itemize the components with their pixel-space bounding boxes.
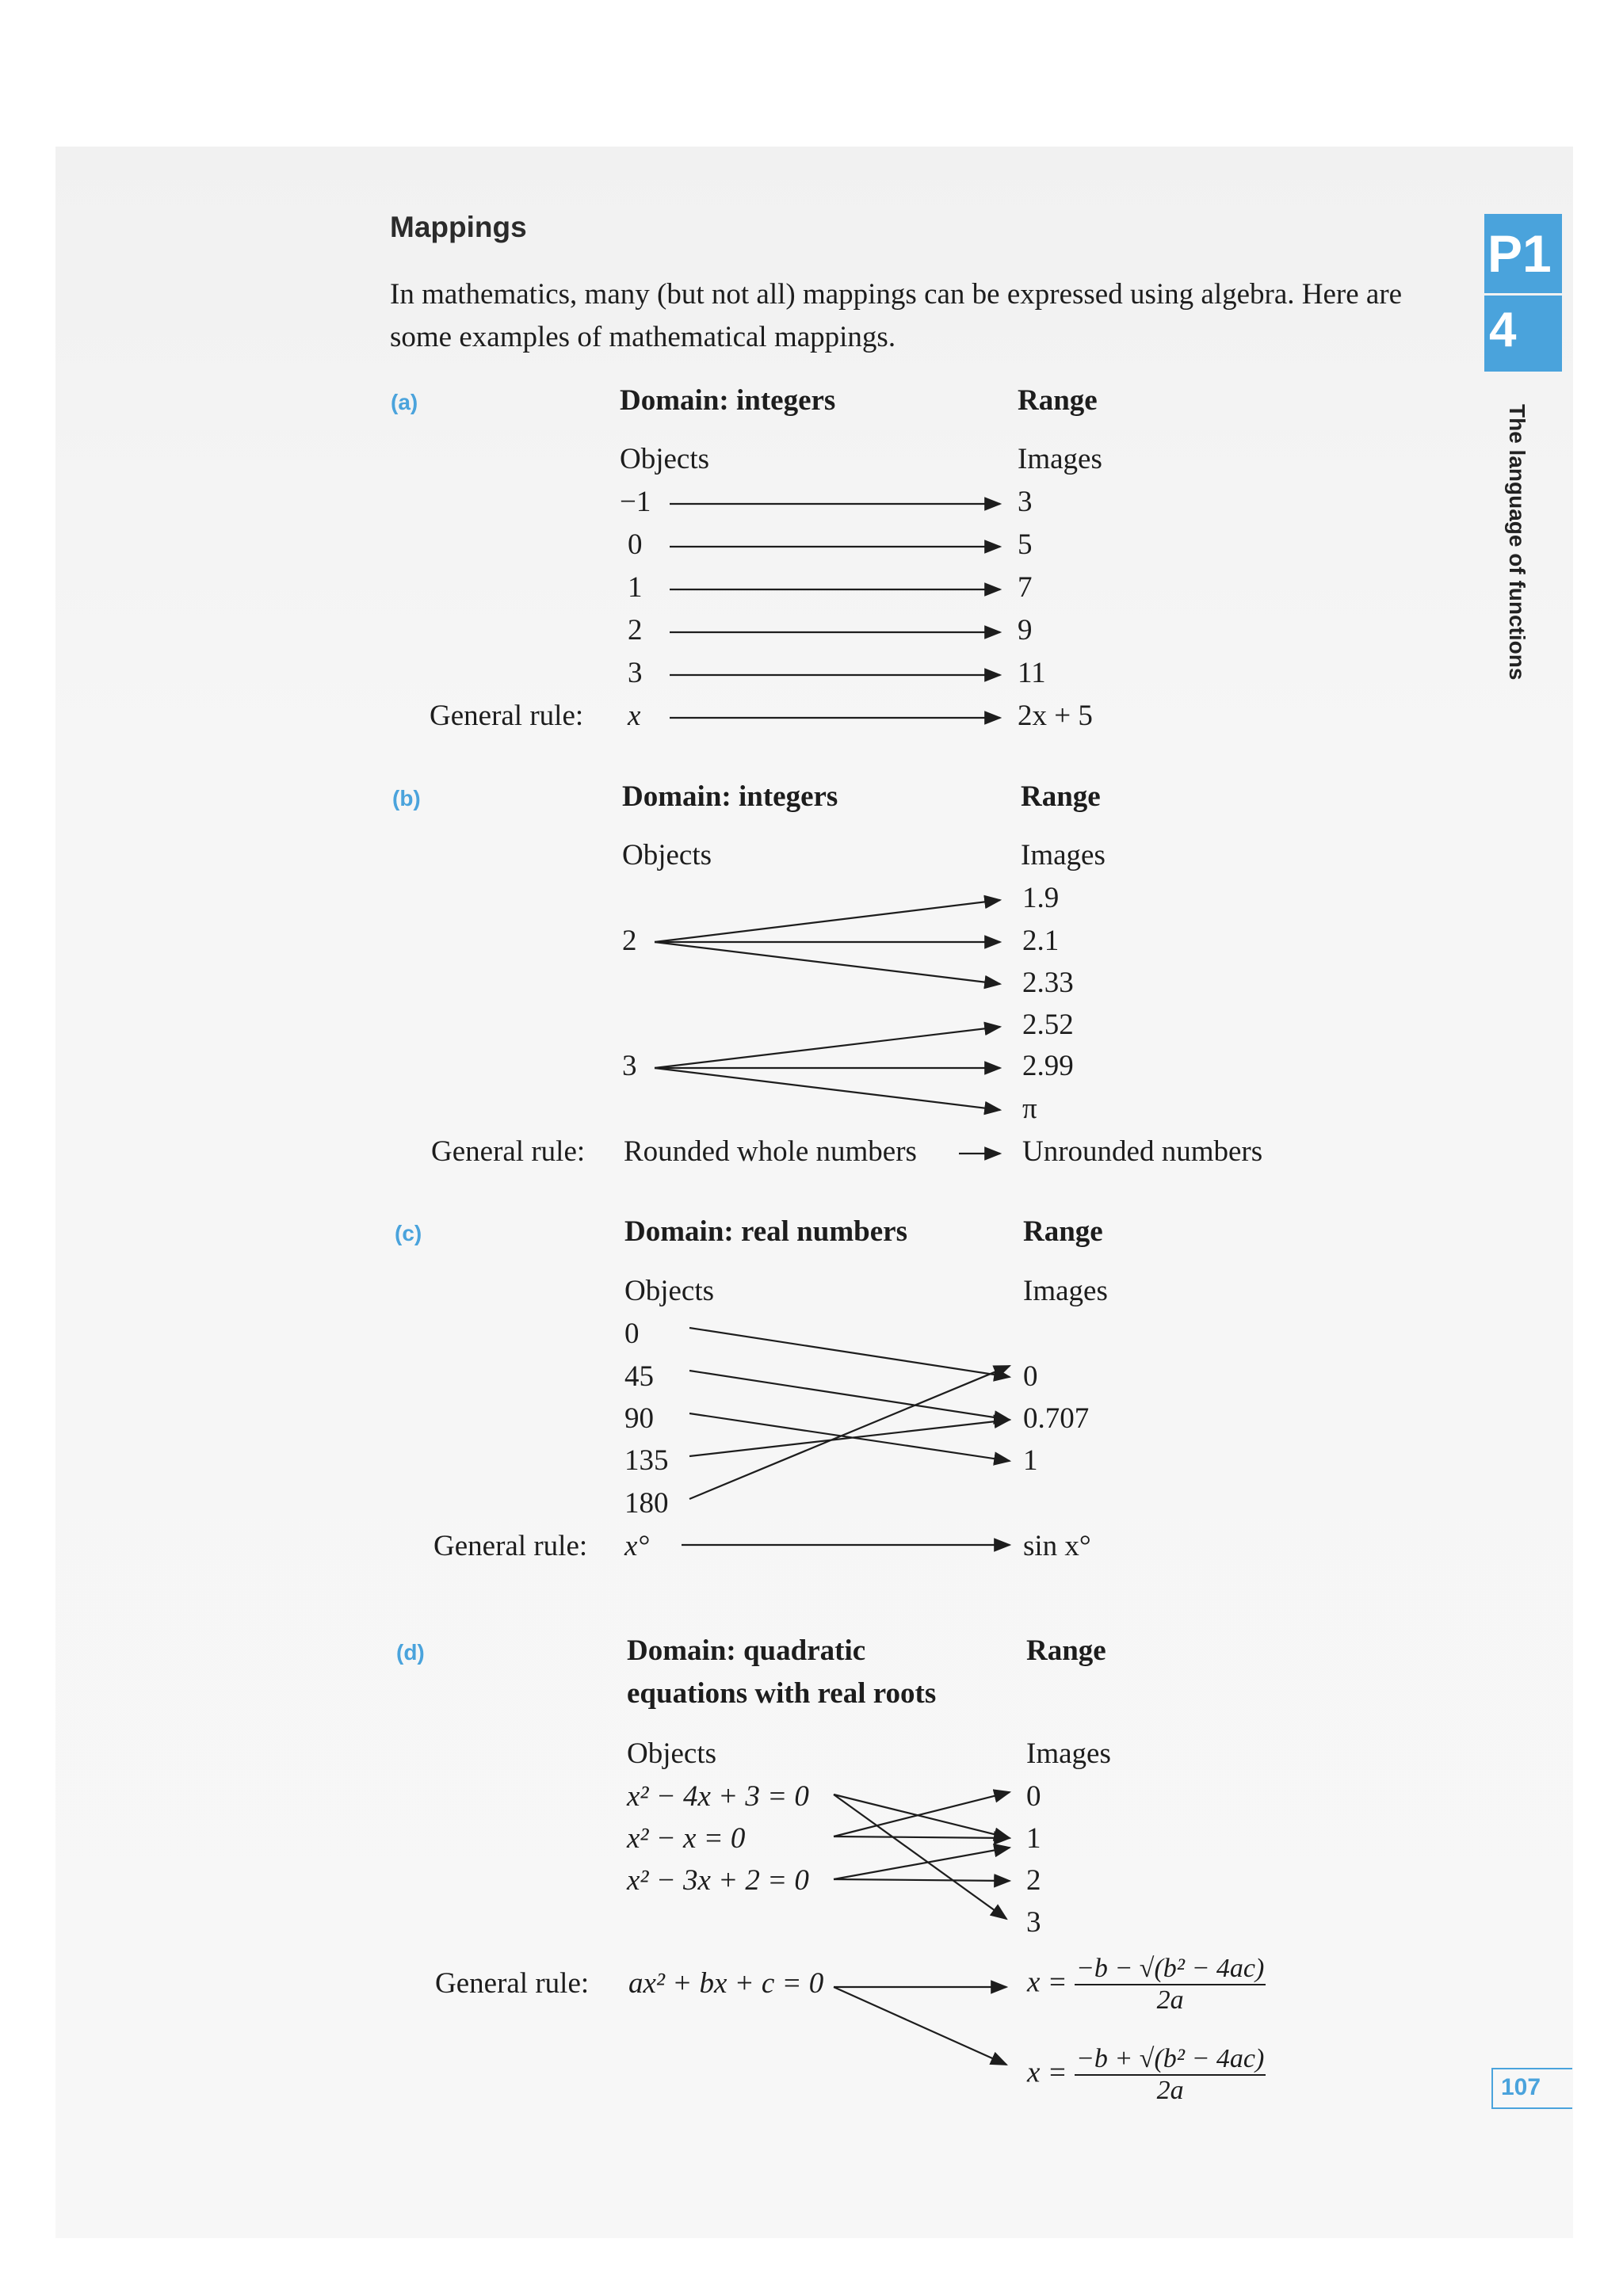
mapping-c-images-header: Images: [1023, 1275, 1108, 1307]
mapping-b-image: 2.52: [1022, 1009, 1074, 1041]
mapping-c-domain: Domain: real numbers: [624, 1215, 907, 1248]
root-plus-denominator: 2a: [1156, 2076, 1184, 2105]
root-plus-fraction: [1075, 2044, 1266, 2106]
mapping-c-object: 180: [624, 1487, 669, 1520]
mapping-c-rule-object: x°: [624, 1530, 650, 1562]
intro-paragraph: In mathematics, many (but not all) mappings can be expressed using algebra. Here are some examples of mathematical mappings.: [390, 278, 1403, 353]
mapping-c-rule-label: General rule:: [433, 1530, 588, 1562]
mapping-b-image: 2.99: [1022, 1050, 1074, 1082]
mapping-a-object: 1: [628, 571, 643, 604]
mapping-c-image: 0: [1023, 1360, 1038, 1393]
page-number: 107: [1501, 2074, 1541, 2100]
mapping-a-images-header: Images: [1018, 443, 1102, 475]
root-minus-numerator: −b − √(b² − 4ac): [1075, 1954, 1266, 1985]
mapping-d-rule-label: General rule:: [435, 1967, 590, 2000]
mapping-a-image: 11: [1018, 657, 1046, 689]
mapping-c-object: 90: [624, 1402, 654, 1435]
mapping-a-rule-image: 2x + 5: [1018, 700, 1093, 732]
mapping-a-object: 0: [628, 528, 643, 561]
mapping-b-rule-object: Rounded whole numbers: [624, 1135, 917, 1168]
mapping-d-image: 1: [1026, 1822, 1041, 1855]
mapping-b-object: 2: [622, 925, 637, 957]
chapter-tab: [1484, 296, 1562, 372]
chapter-title-vertical: The language of functions: [1505, 404, 1529, 681]
mapping-b-range: Range: [1021, 780, 1101, 813]
mapping-b-domain: Domain: integers: [622, 780, 838, 813]
mapping-d-rule-object: ax² + bx + c = 0: [628, 1967, 824, 2000]
root-plus-numerator: −b + √(b² − 4ac): [1075, 2044, 1266, 2076]
mapping-c-object: 45: [624, 1360, 654, 1393]
mapping-a-rule-object: x: [628, 700, 641, 732]
mapping-d-domain-line2: equations with real roots: [627, 1677, 937, 1710]
quadratic-root-plus: [1027, 2044, 1266, 2106]
mapping-b-image: 2.1: [1022, 925, 1060, 957]
mapping-a-image: 7: [1018, 571, 1033, 604]
mapping-a-image: 3: [1018, 486, 1033, 518]
mapping-d-image: 0: [1026, 1780, 1041, 1813]
mapping-a-domain: Domain: integers: [620, 384, 836, 417]
mapping-b-rule-image: Unrounded numbers: [1022, 1135, 1263, 1168]
mapping-b-image: π: [1022, 1093, 1037, 1125]
mapping-d-domain-line1: Domain: quadratic: [627, 1634, 866, 1667]
mapping-a-label: (a): [391, 390, 418, 414]
mapping-b-label: (b): [392, 786, 421, 810]
section-title: Mappings: [390, 211, 527, 243]
mapping-a-object: 3: [628, 657, 643, 689]
mapping-c-object: 0: [624, 1318, 640, 1350]
mapping-c-label: (c): [395, 1221, 422, 1245]
mapping-d-label: (d): [396, 1640, 425, 1665]
mapping-a-rule-label: General rule:: [430, 700, 584, 732]
mapping-a-range: Range: [1018, 384, 1098, 417]
mapping-c-image: 0.707: [1023, 1402, 1090, 1435]
mapping-b-image: 2.33: [1022, 967, 1074, 999]
root-minus-denominator: 2a: [1156, 1985, 1184, 2015]
mapping-c-range: Range: [1023, 1215, 1103, 1248]
quadratic-root-minus: [1027, 1954, 1266, 2016]
root-minus-fraction: [1075, 1954, 1266, 2016]
mapping-b-object: 3: [622, 1050, 637, 1082]
page-number-box: [1491, 2068, 1572, 2109]
part-tab-label: P1: [1487, 224, 1552, 283]
mapping-c-rule-image: sin x°: [1023, 1530, 1091, 1562]
mapping-a-objects-header: Objects: [620, 443, 710, 475]
scanned-page-background: [55, 147, 1573, 2238]
mapping-c-image: 1: [1023, 1444, 1038, 1477]
root-minus-lhs: x =: [1027, 1966, 1067, 1999]
mapping-d-images-header: Images: [1026, 1737, 1111, 1770]
mapping-d-object: x² − 4x + 3 = 0: [627, 1780, 809, 1813]
part-tab: [1484, 214, 1562, 293]
chapter-tab-label: 4: [1489, 303, 1517, 357]
mapping-c-object: 135: [624, 1444, 669, 1477]
mapping-a-image: 5: [1018, 528, 1033, 561]
mapping-d-objects-header: Objects: [627, 1737, 717, 1770]
mapping-a-image: 9: [1018, 614, 1033, 646]
mapping-b-image: 1.9: [1022, 882, 1060, 914]
mapping-a-object: −1: [620, 486, 651, 518]
mapping-b-images-header: Images: [1021, 839, 1106, 871]
mapping-b-objects-header: Objects: [622, 839, 712, 871]
mapping-a-object: 2: [628, 614, 643, 646]
mapping-d-image: 2: [1026, 1864, 1041, 1897]
mapping-c-objects-header: Objects: [624, 1275, 715, 1307]
mapping-d-object: x² − 3x + 2 = 0: [627, 1864, 809, 1897]
mapping-d-object: x² − x = 0: [627, 1822, 746, 1855]
root-plus-lhs: x =: [1027, 2056, 1067, 2089]
mapping-d-range: Range: [1026, 1634, 1106, 1667]
mapping-b-rule-label: General rule:: [431, 1135, 586, 1168]
mapping-d-image: 3: [1026, 1906, 1041, 1939]
